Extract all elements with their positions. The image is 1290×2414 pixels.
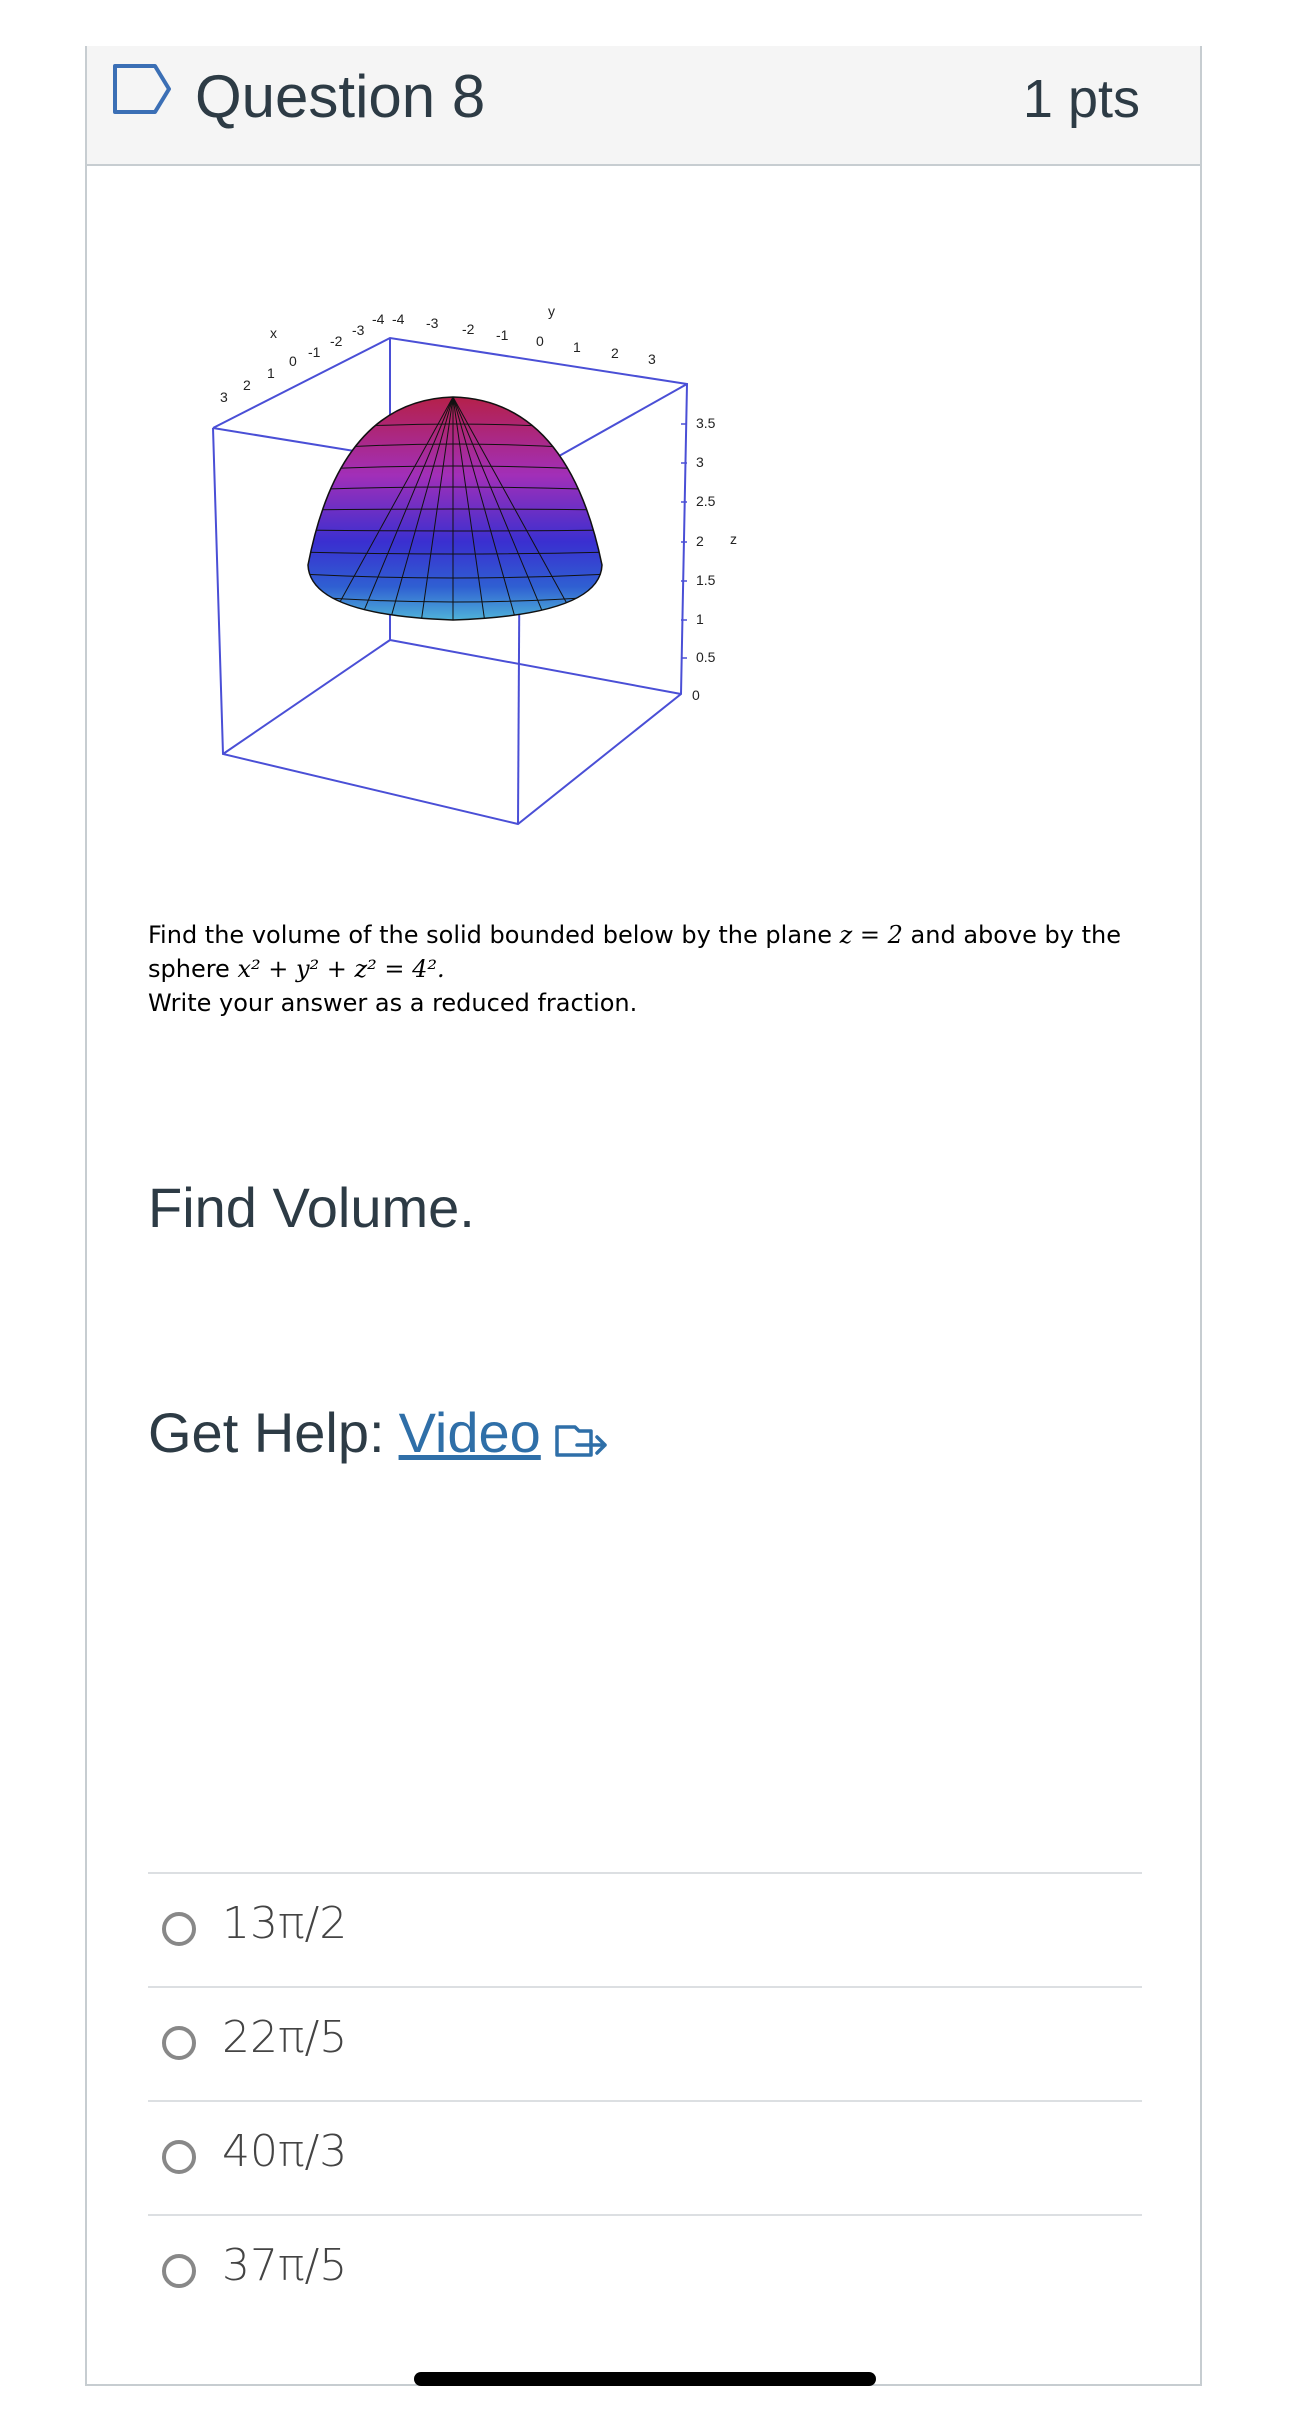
- radio-button[interactable]: [162, 1912, 196, 1946]
- svg-text:3: 3: [648, 351, 656, 367]
- problem-line-2: sphere x² + y² + z² = 4².: [148, 955, 445, 983]
- question-points: 1 pts: [1022, 69, 1140, 129]
- y-axis-label: y: [548, 303, 555, 319]
- sphere-equation: x² + y² + z² = 4².: [237, 955, 445, 983]
- question-header: [87, 46, 1200, 166]
- svg-text:-2: -2: [462, 321, 475, 337]
- external-link-icon[interactable]: [551, 1417, 609, 1461]
- answer-option-4[interactable]: [148, 2214, 1142, 2328]
- z-axis-label: z: [730, 531, 737, 547]
- x-axis-label: x: [270, 325, 277, 341]
- problem-line-1: Find the volume of the solid bounded below by the plane z = 2 and above by the: [148, 921, 1122, 949]
- svg-text:3.5: 3.5: [696, 415, 716, 431]
- svg-text:-3: -3: [352, 322, 365, 338]
- svg-text:0: 0: [536, 333, 544, 349]
- svg-text:0.5: 0.5: [696, 649, 716, 665]
- home-indicator: [414, 2372, 876, 2386]
- radio-button[interactable]: [162, 2254, 196, 2288]
- get-help: [148, 1400, 609, 1465]
- radio-button[interactable]: [162, 2026, 196, 2060]
- bookmark-flag-icon[interactable]: [111, 62, 173, 116]
- svg-text:1: 1: [267, 365, 275, 381]
- x-tick-labels: [220, 311, 385, 405]
- hemisphere-surface: [300, 397, 610, 630]
- svg-text:1: 1: [573, 339, 581, 355]
- svg-text:0: 0: [692, 687, 700, 703]
- plane-equation: z = 2: [839, 921, 903, 949]
- svg-text:1.5: 1.5: [696, 572, 716, 588]
- radio-button[interactable]: [162, 2140, 196, 2174]
- z-tick-labels: [692, 415, 716, 703]
- answer-choices: [148, 1872, 1142, 2328]
- answer-label: 40π/3: [222, 2126, 348, 2177]
- svg-text:-1: -1: [496, 327, 509, 343]
- get-help-label: Get Help:: [148, 1401, 385, 1464]
- svg-text:0: 0: [289, 353, 297, 369]
- svg-text:2: 2: [243, 377, 251, 393]
- find-volume-heading: Find Volume.: [148, 1176, 475, 1239]
- answer-label: 22π/5: [222, 2012, 348, 2063]
- svg-text:1: 1: [696, 611, 704, 627]
- answer-option-1[interactable]: [148, 1872, 1142, 1986]
- answer-option-3[interactable]: [148, 2100, 1142, 2214]
- svg-text:2: 2: [611, 345, 619, 361]
- svg-text:3: 3: [696, 454, 704, 470]
- svg-text:2.5: 2.5: [696, 493, 716, 509]
- question-title: Question 8: [195, 63, 486, 130]
- answer-option-2[interactable]: [148, 1986, 1142, 2100]
- answer-label: 13π/2: [222, 1898, 348, 1949]
- hemisphere-3d-plot: [200, 290, 760, 850]
- svg-text:-4: -4: [372, 311, 385, 327]
- problem-statement: [148, 918, 1128, 1020]
- problem-line-3: Write your answer as a reduced fraction.: [148, 989, 638, 1017]
- svg-text:2: 2: [696, 533, 704, 549]
- video-link[interactable]: Video: [398, 1401, 541, 1464]
- svg-text:-4: -4: [392, 311, 405, 327]
- svg-text:-3: -3: [426, 315, 439, 331]
- svg-text:3: 3: [220, 389, 228, 405]
- svg-text:-1: -1: [308, 344, 321, 360]
- answer-label: 37π/5: [222, 2240, 348, 2291]
- svg-text:-2: -2: [330, 333, 343, 349]
